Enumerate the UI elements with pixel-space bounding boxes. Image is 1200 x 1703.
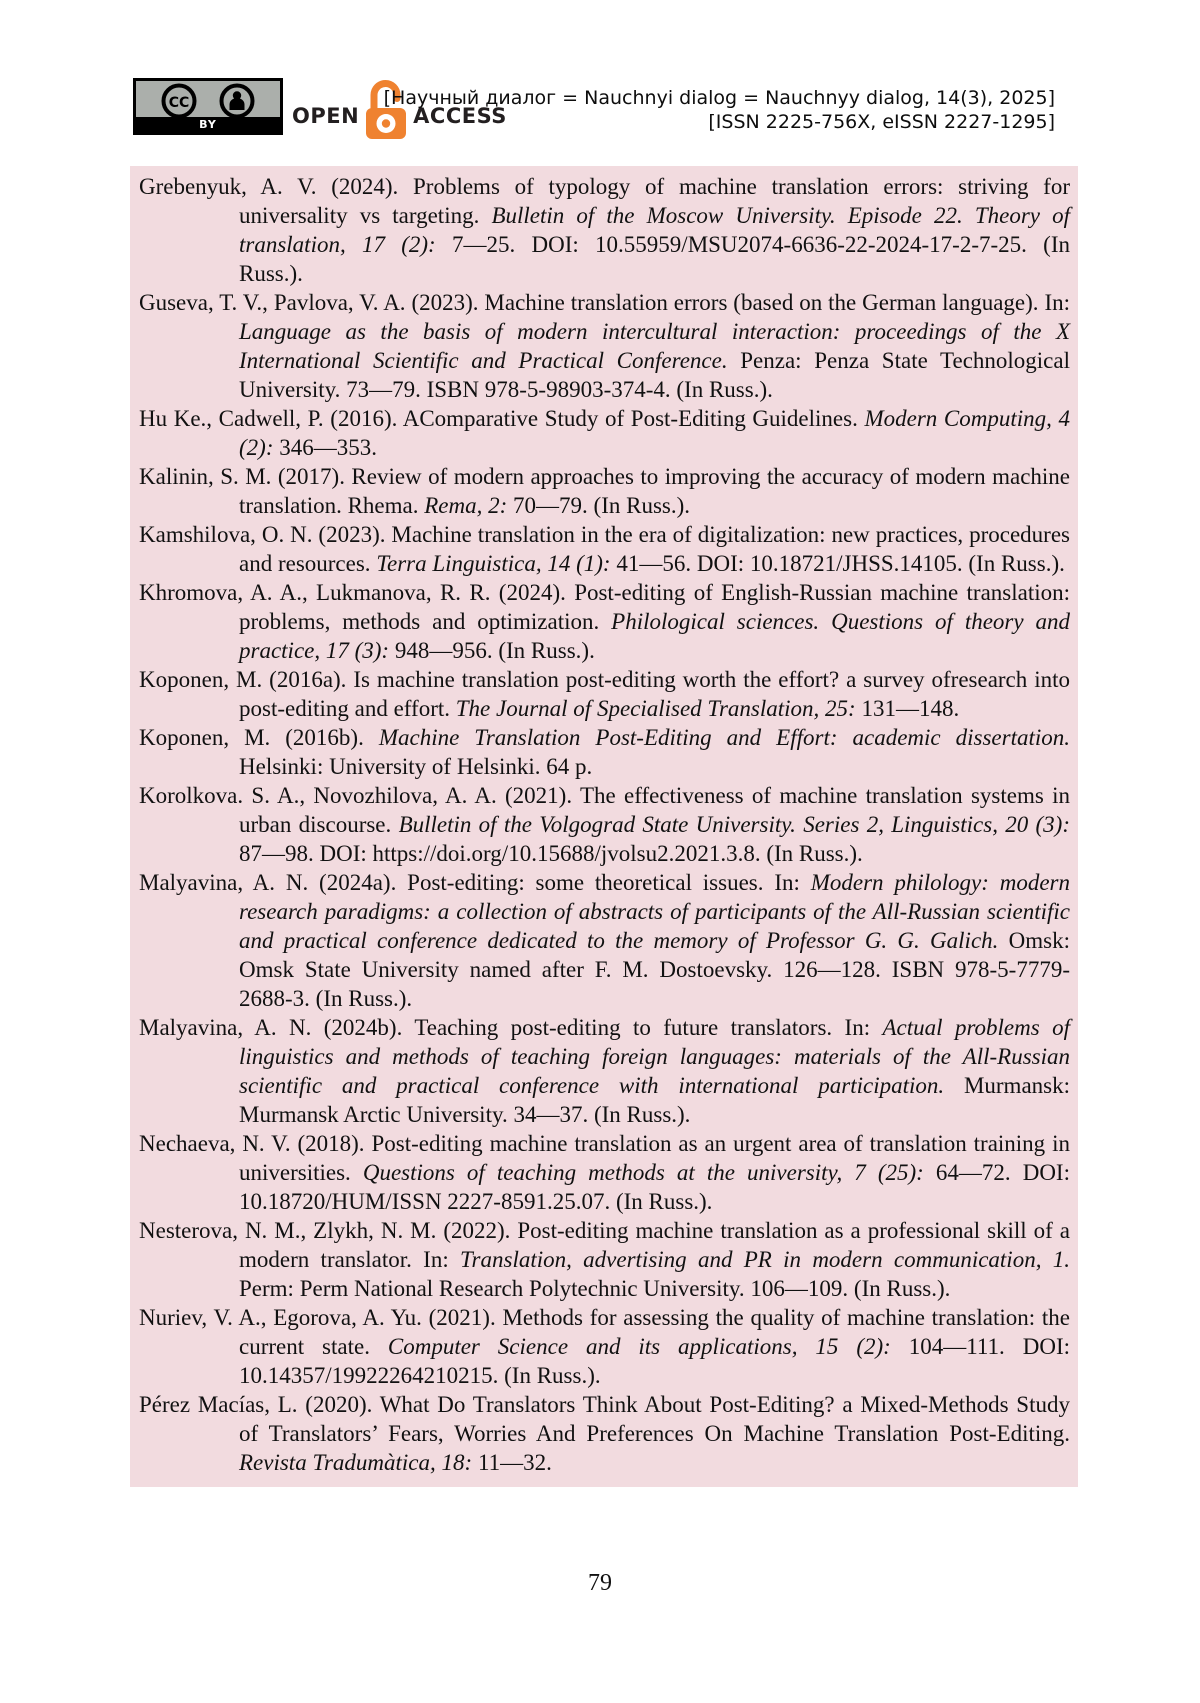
reference-text: Helsinki: University of Helsinki. 64 p. — [239, 754, 593, 779]
svg-text:CC: CC — [168, 95, 190, 111]
reference-text: Malyavina, A. N. (2024b). Teaching post-editing to future translators. In: — [139, 1015, 883, 1040]
reference-entry — [139, 1013, 1070, 1129]
reference-text: Koponen, M. (2016b). — [139, 725, 379, 750]
reference-text: Murmansk: Murmansk Arctic University. 34—37. (In Russ.). — [239, 1073, 1070, 1127]
reference-text: 41—56. DOI: 10.18721/JHSS.14105. (In Russ.). — [616, 551, 1065, 576]
cc-icons-row — [136, 82, 280, 120]
reference-text: 87—98. DOI: https://doi.org/10.15688/jvolsu2.2021.3.8. (In Russ.). — [239, 841, 863, 866]
reference-source-italic: Actual problems of linguistics and methods of teaching foreign languages: materials of the All-Russian scientific and practical conference with international participation. — [239, 1015, 1070, 1098]
reference-text: Malyavina, A. N. (2024a). Post-editing: some theoretical issues. In: — [139, 870, 811, 895]
cc-by-license-badge — [133, 78, 283, 135]
reference-text: Koponen, M. (2016a). Is machine translation post-editing worth the effort? a survey ofresearch into post-editing and effort. — [139, 667, 1070, 721]
reference-text: Nuriev, V. A., Egorova, A. Yu. (2021). Methods for assessing the quality of machine translation: the current state. — [139, 1305, 1070, 1359]
cc-icon — [161, 83, 197, 119]
cc-by-label: BY — [199, 118, 217, 131]
reference-entry — [139, 404, 1070, 462]
reference-source-italic: Translation, advertising and PR in modern communication, 1. — [460, 1247, 1070, 1272]
reference-text: 7—25. DOI: 10.55959/MSU2074-6636-22-2024-17-2-7-25. (In Russ.). — [239, 232, 1070, 286]
reference-entry — [139, 665, 1070, 723]
reference-text: Khromova, A. A., Lukmanova, R. R. (2024). Post-editing of English-Russian machine translation: problems, methods and optimization. — [139, 580, 1070, 634]
reference-entry — [139, 172, 1070, 288]
reference-entry — [139, 781, 1070, 868]
page-number: 79 — [588, 1570, 612, 1596]
reference-text: Omsk: Omsk State University named after F. M. Dostoevsky. 126—128. ISBN 978-5-7779-2688-3. (In Russ.). — [239, 928, 1070, 1011]
reference-entry — [139, 1303, 1070, 1390]
reference-text: Guseva, T. V., Pavlova, V. A. (2023). Machine translation errors (based on the German language). In: — [139, 290, 1070, 315]
reference-text: Grebenyuk, A. V. (2024). Problems of typology of machine translation errors: striving for universality vs targeting. — [139, 174, 1070, 228]
reference-source-italic: Language as the basis of modern intercultural interaction: proceedings of the X International Scientific and Practical Conference. — [239, 319, 1070, 373]
reference-text: Perm: Perm National Research Polytechnic University. 106—109. (In Russ.). — [239, 1276, 951, 1301]
reference-source-italic: Modern Computing, 4 (2): — [239, 406, 1070, 460]
reference-source-italic: Bulletin of the Volgograd State University. Series 2, Linguistics, 20 (3): — [398, 812, 1070, 837]
reference-text: 11—32. — [477, 1450, 552, 1475]
reference-entry — [139, 288, 1070, 404]
reference-text: Pérez Macías, L. (2020). What Do Translators Think About Post-Editing? a Mixed-Methods Study of Translators’ Fears, Worries And Preferences On Machine Translation Post-Editing. — [139, 1392, 1070, 1446]
reference-entry — [139, 1390, 1070, 1477]
references-list — [130, 166, 1078, 1487]
reference-source-italic: Modern philology: modern research paradigms: a collection of abstracts of participants of the All-Russian scientific and practical conference dedicated to the memory of Professor G. G. Galich. — [239, 870, 1070, 953]
reference-entry — [139, 723, 1070, 781]
reference-text: 346—353. — [279, 435, 377, 460]
reference-entry — [139, 868, 1070, 1013]
reference-text: Kamshilova, O. N. (2023). Machine translation in the era of digitalization: new practices, procedures and resources. — [139, 522, 1070, 576]
reference-entry — [139, 520, 1070, 578]
reference-entry — [139, 1216, 1070, 1303]
reference-source-italic: Computer Science and its applications, 15 (2): — [387, 1334, 909, 1359]
journal-info — [384, 86, 1055, 134]
reference-text: Penza: Penza State Technological University. 73—79. ISBN 978-5-98903-374-4. (In Russ.). — [239, 348, 1070, 402]
reference-source-italic: Machine Translation Post-Editing and Effort: academic dissertation. — [378, 725, 1070, 750]
page-header — [0, 0, 1200, 150]
person-icon — [219, 83, 255, 119]
issn-line: [ISSN 2225-756X, eISSN 2227-1295] — [708, 111, 1055, 133]
reference-text: Nesterova, N. M., Zlykh, N. M. (2022). Post-editing machine translation as a professional skill of a modern translator. In: — [139, 1218, 1070, 1272]
reference-entry — [139, 462, 1070, 520]
reference-text: Kalinin, S. M. (2017). Review of modern approaches to improving the accuracy of modern machine translation. Rhema. — [139, 464, 1070, 518]
reference-source-italic: Revista Tradumàtica, 18: — [239, 1450, 478, 1475]
reference-source-italic: Rema, 2: — [424, 493, 514, 518]
reference-text: 131—148. — [861, 696, 960, 721]
journal-title-line: [Научный диалог = Nauchnyi dialog = Nauchnyy dialog, 14(3), 2025] — [383, 87, 1055, 109]
reference-entry — [139, 1129, 1070, 1216]
reference-source-italic: Questions of teaching methods at the university, 7 (25): — [362, 1160, 936, 1185]
reference-text: Hu Ke., Cadwell, P. (2016). AComparative Study of Post-Editing Guidelines. — [139, 406, 865, 431]
reference-text: 104—111. DOI: 10.14357/19922264210215. (In Russ.). — [239, 1334, 1071, 1388]
cc-by-band — [136, 117, 280, 132]
open-access-open-label: OPEN — [292, 104, 360, 128]
reference-source-italic: The Journal of Specialised Translation, 25: — [455, 696, 862, 721]
reference-entry — [139, 578, 1070, 665]
reference-source-italic: Philological sciences. Questions of theory and practice, 17 (3): — [239, 609, 1070, 663]
reference-text: 70—79. (In Russ.). — [513, 493, 691, 518]
open-access-access-label: ACCESS — [413, 104, 507, 128]
reference-text: 948—956. (In Russ.). — [394, 638, 595, 663]
reference-text: 64—72. DOI: 10.18720/HUM/ISSN 2227-8591.25.07. (In Russ.). — [239, 1160, 1070, 1214]
reference-text: Nechaeva, N. V. (2018). Post-editing machine translation as an urgent area of translation training in universities. — [139, 1131, 1070, 1185]
reference-source-italic: Terra Linguistica, 14 (1): — [376, 551, 617, 576]
reference-source-italic: Bulletin of the Moscow University. Episode 22. Theory of translation, 17 (2): — [239, 203, 1070, 257]
reference-text: Korolkova. S. A., Novozhilova, A. A. (2021). The effectiveness of machine translation systems in urban discourse. — [139, 783, 1070, 837]
